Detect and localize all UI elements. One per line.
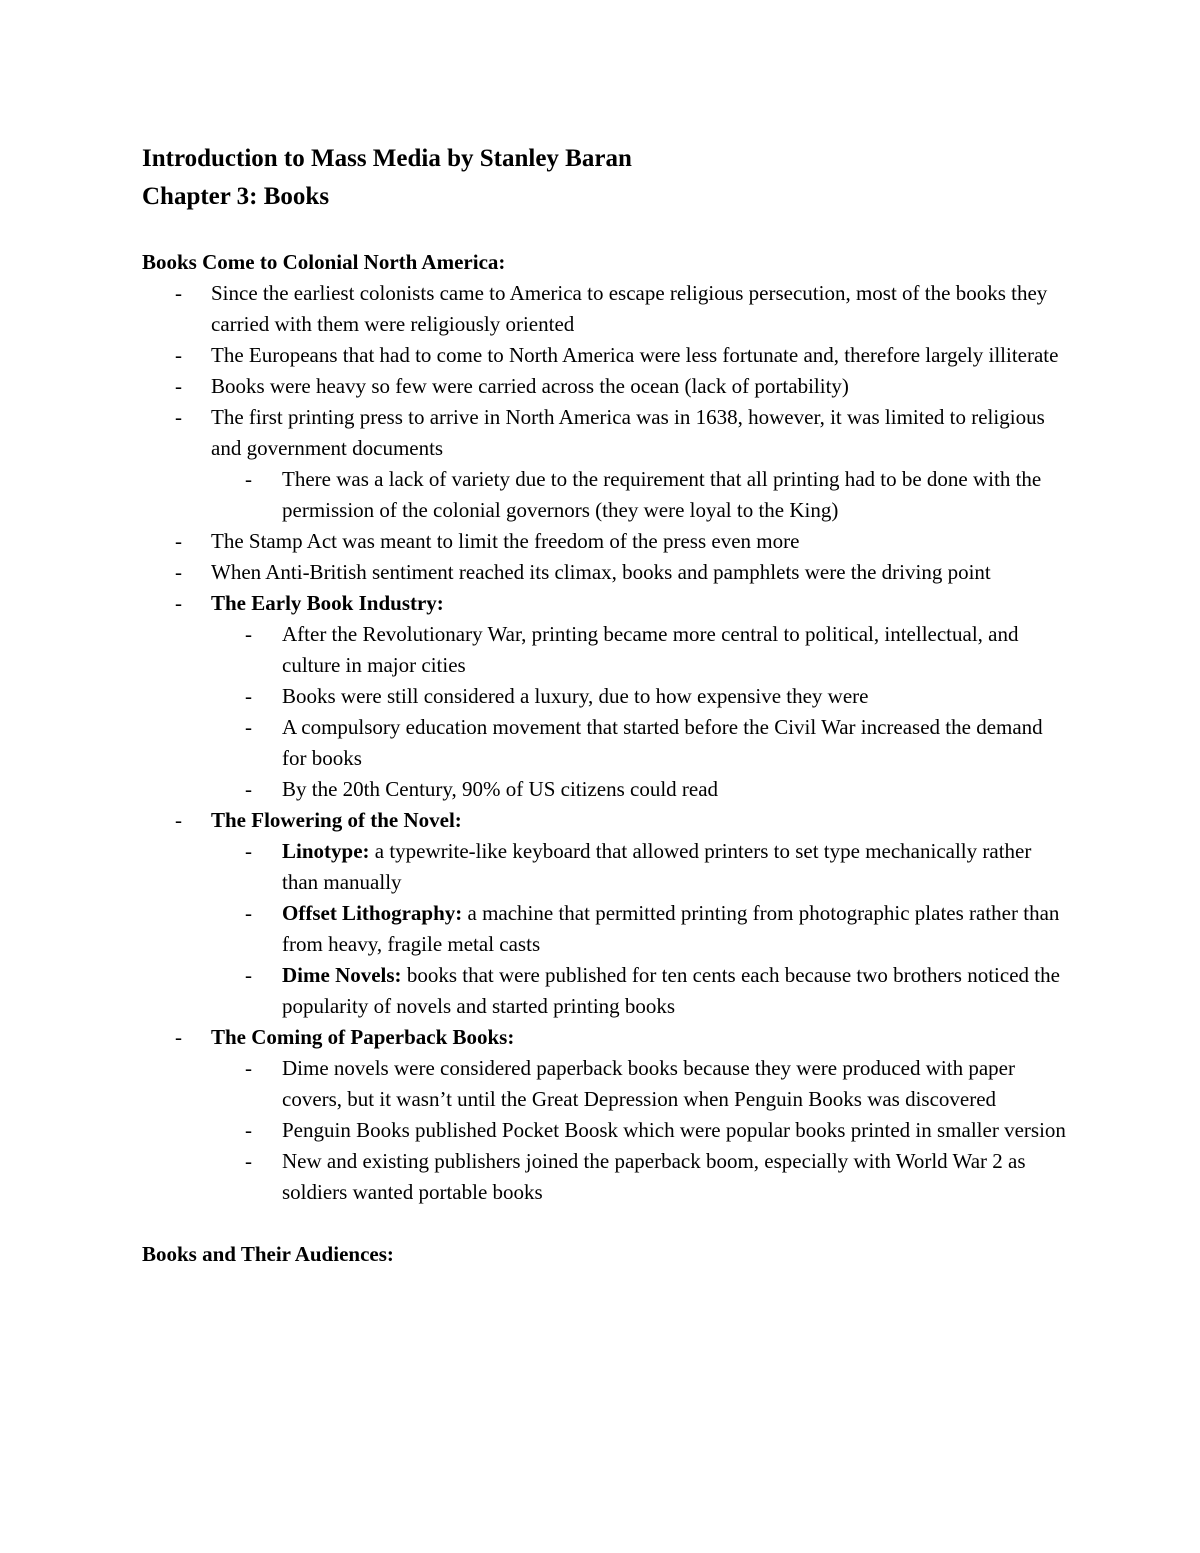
dash-bullet: - [175,343,182,367]
spacer [142,1208,1072,1239]
list-item-text: After the Revolutionary War, printing became more central to political, intellectual, and culture in major cities [282,622,1019,677]
subheading-paperback: The Coming of Paperback Books: [211,1025,515,1049]
list-item-text: Since the earliest colonists came to America to escape religious persecution, most of the books they carried with them were religiously oriented [211,281,1048,336]
paperback-list [211,1053,1072,1208]
list-item [211,1146,1072,1208]
dash-bullet: - [245,715,252,739]
term-dime-novels: Dime Novels: [282,963,402,987]
spacer [142,216,1072,247]
list-item-early-industry [142,588,1072,805]
term-linotype: Linotype: [282,839,370,863]
subheading-novel: The Flowering of the Novel: [211,808,462,832]
list-item-text: A compulsory education movement that started before the Civil War increased the demand for books [282,715,1043,770]
colonial-list [142,278,1072,1208]
list-item [211,836,1072,898]
list-item [142,402,1072,526]
document-page [142,140,1072,1270]
printing-press-sublist [211,464,1072,526]
list-item [211,619,1072,681]
list-item [211,681,1072,712]
list-item-text: By the 20th Century, 90% of US citizens could read [282,777,719,801]
dash-bullet: - [175,281,182,305]
document-title: Introduction to Mass Media by Stanley Baran [142,145,632,172]
list-item [142,526,1072,557]
list-item [142,371,1072,402]
dash-bullet: - [245,1118,252,1142]
dash-bullet: - [245,1056,252,1080]
list-item-text: Penguin Books published Pocket Boosk which were popular books printed in smaller version [282,1118,1066,1142]
dash-bullet: - [245,622,252,646]
term-offset-lithography: Offset Lithography: [282,901,463,925]
term-definition: a machine that permitted printing from photographic plates rather than from heavy, fragile metal casts [282,901,1060,956]
list-item [211,960,1072,1022]
list-item [211,898,1072,960]
list-item [211,774,1072,805]
dash-bullet: - [245,901,252,925]
chapter-title: Chapter 3: Books [142,183,330,210]
dash-bullet: - [245,777,252,801]
list-item-paperback [142,1022,1072,1208]
dash-bullet: - [175,529,182,553]
list-item [142,278,1072,340]
list-item [142,557,1072,588]
list-item-text: There was a lack of variety due to the requirement that all printing had to be done with the permission of the colonial governors (they were loyal to the King) [282,467,1042,522]
list-item-text: Books were heavy so few were carried across the ocean (lack of portability) [211,374,849,398]
subheading-early-industry: The Early Book Industry: [211,591,444,615]
dash-bullet: - [175,591,182,615]
list-item [211,464,1072,526]
dash-bullet: - [175,560,182,584]
dash-bullet: - [245,963,252,987]
dash-bullet: - [245,684,252,708]
dash-bullet: - [175,374,182,398]
dash-bullet: - [175,808,182,832]
list-item-novel [142,805,1072,1022]
list-item [142,340,1072,371]
list-item-text: Books were still considered a luxury, due to how expensive they were [282,684,869,708]
list-item-text: Dime novels were considered paperback books because they were produced with paper covers, but it wasn’t until the Great Depression when Penguin Books was discovered [282,1056,1015,1111]
term-definition: a typewrite-like keyboard that allowed printers to set type mechanically rather than manually [282,839,1032,894]
dash-bullet: - [245,467,252,491]
list-item-text: New and existing publishers joined the paperback boom, especially with World War 2 as soldiers wanted portable books [282,1149,1026,1204]
dash-bullet: - [245,839,252,863]
term-definition: books that were published for ten cents each because two brothers noticed the popularity of novels and started printing books [282,963,1060,1018]
dash-bullet: - [175,405,182,429]
section-heading-audiences: Books and Their Audiences: [142,1242,394,1266]
section-heading-colonial: Books Come to Colonial North America: [142,250,506,274]
list-item [211,1053,1072,1115]
list-item-text: The first printing press to arrive in North America was in 1638, however, it was limited to religious and government documents [211,405,1045,460]
list-item [211,1115,1072,1146]
list-item-text: The Europeans that had to come to North America were less fortunate and, therefore largely illiterate [211,343,1059,367]
dash-bullet: - [245,1149,252,1173]
dash-bullet: - [175,1025,182,1049]
list-item-text: The Stamp Act was meant to limit the freedom of the press even more [211,529,800,553]
list-item-text: When Anti-British sentiment reached its climax, books and pamphlets were the driving point [211,560,991,584]
early-industry-list [211,619,1072,805]
list-item [211,712,1072,774]
novel-list [211,836,1072,1022]
